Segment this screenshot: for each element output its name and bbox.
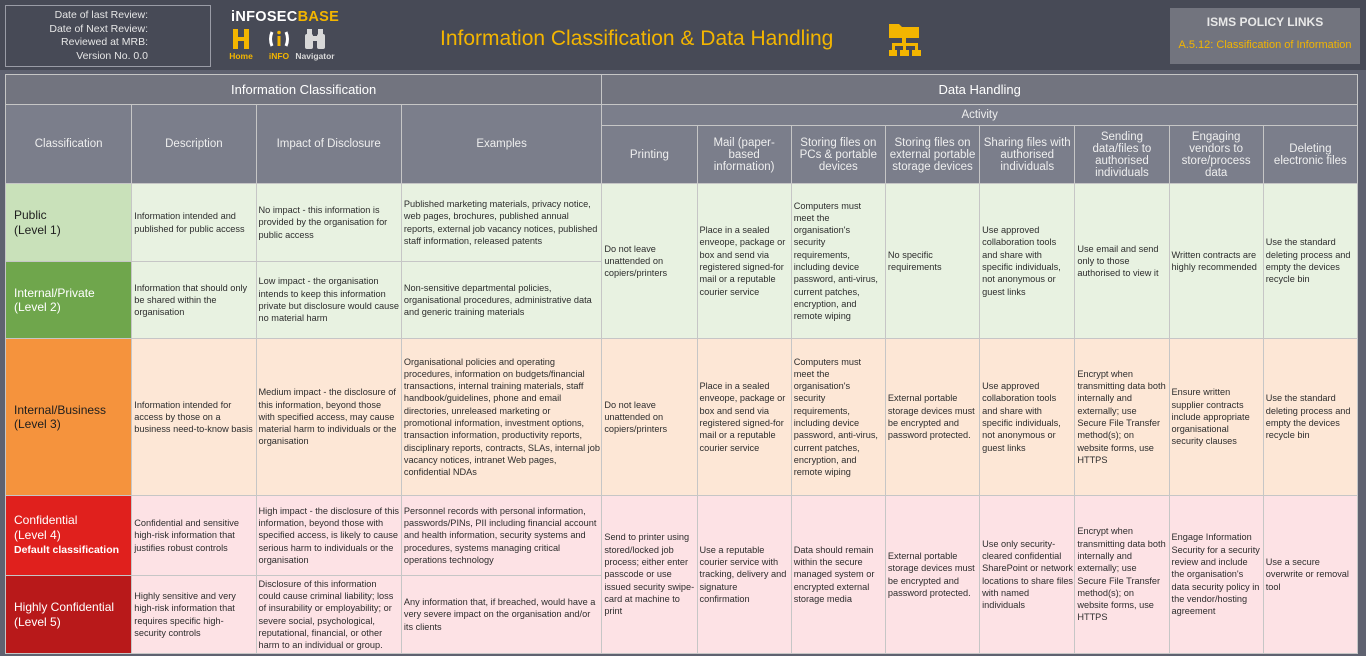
header-examples: Examples (401, 105, 601, 184)
class-internal-business: Internal/Business (Level 3) (6, 339, 132, 496)
header-activity: Activity (602, 105, 1358, 126)
class-highly-confidential: Highly Confidential (Level 5) (6, 576, 132, 654)
cell-vendors: Engage Information Security for a security review and include the organisation's data security policy in the vendor/hosting agreement (1169, 496, 1263, 654)
header-mail: Mail (paper-based information) (697, 126, 791, 184)
cell-examples: Any information that, if breached, would have a very severe impact on the organisation and/or its clients (401, 576, 601, 654)
cell-printing: Send to printer using stored/locked job process; either enter passcode or use issued security swipe-card at machine to print (602, 496, 697, 654)
nav-home[interactable]: Home (229, 28, 253, 61)
cell-storing-external: No specific requirements (885, 184, 979, 339)
cell-sending: Use email and send only to those authorised to view it (1075, 184, 1169, 339)
cell-description: Information intended and published for public access (132, 184, 256, 262)
cell-sharing: Use approved collaboration tools and share with specific individuals, not anonymous or guest links (980, 339, 1075, 496)
header-printing: Printing (602, 126, 697, 184)
table-row (6, 339, 1358, 496)
reviewed-at-mrb: Reviewed at MRB: (61, 36, 148, 49)
top-bar (0, 0, 1366, 70)
logo-wordmark: iNFOSECBASE (231, 9, 340, 25)
cell-vendors: Written contracts are highly recommended (1169, 184, 1263, 339)
cell-description: Information that should only be shared within the organisation (132, 262, 256, 339)
cell-deleting: Use the standard deleting process and empty the devices recycle bin (1263, 184, 1357, 339)
section-data-handling: Data Handling (602, 75, 1358, 105)
section-information-classification: Information Classification (6, 75, 602, 105)
header-storing-pcs: Storing files on PCs & portable devices (791, 126, 885, 184)
isms-policy-link[interactable]: A.5.12: Classification of Information (1178, 39, 1352, 51)
isms-heading: ISMS POLICY LINKS (1206, 15, 1324, 29)
cell-impact: No impact - this information is provided by the organisation for public access (256, 184, 401, 262)
cell-sending: Encrypt when transmitting data both internally and externally; use Secure File Transfer method(s); on website forms, use HTTPS (1075, 496, 1169, 654)
cell-vendors: Ensure written supplier contracts include appropriate organisational security clauses (1169, 339, 1263, 496)
cell-mail: Place in a sealed enveope, package or box and send via registered signed-for mail or a reputable courier service (697, 339, 791, 496)
date-last-review: Date of last Review: (54, 9, 148, 21)
header-classification: Classification (6, 105, 132, 184)
cell-storing-pcs: Computers must meet the organisation's security requirements, including device password, anti-virus, current patches, encryption, and remote wiping (791, 339, 885, 496)
header-engaging-vendors: Engaging vendors to store/process data (1169, 126, 1263, 184)
cell-impact: Medium impact - the disclosure of this information, beyond those with specified access, may cause material harm to individuals or the organisation (256, 339, 401, 496)
binoculars-icon (303, 28, 327, 50)
cell-examples: Personnel records with personal information, passwords/PINs, PII including financial account and health information, security systems and procedures, systems managing critical operations technology (401, 496, 601, 576)
classification-handling-table (5, 74, 1358, 654)
cell-deleting: Use a secure overwrite or removal tool (1263, 496, 1357, 654)
header-description: Description (132, 105, 256, 184)
cell-storing-external: External portable storage devices must be encrypted and password protected. (885, 496, 979, 654)
review-info-box (5, 5, 211, 67)
cell-storing-pcs: Computers must meet the organisation's security requirements, including device password, anti-virus, current patches, encryption, and remote wiping (791, 184, 885, 339)
header-deleting-files: Deleting electronic files (1263, 126, 1357, 184)
version-number: Version No. 0.0 (76, 49, 148, 62)
cell-sharing: Use approved collaboration tools and share with specific individuals, not anonymous or guest links (980, 184, 1075, 339)
cell-storing-external: External portable storage devices must be encrypted and password protected. (885, 339, 979, 496)
cell-description: Highly sensitive and very high-risk information that requires specific high-security controls (132, 576, 256, 654)
cell-examples: Organisational policies and operating procedures, information on budgets/financial transactions, internal training materials, staff handbook/guidelines, phone and email directories, unreleased marketing or promotional information, investment options, transaction information, productivity reports, disciplinary reports, contracts, SLAs, internal job vacancy notices, intranet Web pages, confidential NDAs (401, 339, 601, 496)
header-sending-data: Sending data/files to authorised individuals (1075, 126, 1169, 184)
cell-mail: Place in a sealed enveope, package or box and send via registered signed-for mail or a reputable courier service (697, 184, 791, 339)
header-impact: Impact of Disclosure (256, 105, 401, 184)
table-row (6, 496, 1358, 576)
cell-examples: Published marketing materials, privacy notice, web pages, brochures, published annual reports, external job vacancy notices, published staff information, released patents (401, 184, 601, 262)
cell-sending: Encrypt when transmitting data both internally and externally; use Secure File Transfer method(s); on website forms, use HTTPS (1075, 339, 1169, 496)
header-sharing-files: Sharing files with authorised individuals (980, 126, 1075, 184)
cell-deleting: Use the standard deleting process and empty the devices recycle bin (1263, 339, 1357, 496)
cell-description: Information intended for access by those on a business need-to-know basis (132, 339, 256, 496)
class-internal-private: Internal/Private (Level 2) (6, 262, 132, 339)
cell-impact: Low impact - the organisation intends to keep this information private but disclosure would cause no material harm (256, 262, 401, 339)
infosecbase-logo (229, 8, 339, 64)
class-confidential: Confidential (Level 4) Default classification (6, 496, 132, 576)
cell-impact: High impact - the disclosure of this information, beyond those with specified access, is likely to cause serious harm to individuals or the organisation (256, 496, 401, 576)
cell-examples: Non-sensitive departmental policies, organisational procedures, administrative data and generic training materials (401, 262, 601, 339)
nav-info[interactable]: iNFO (267, 28, 291, 61)
info-icon (268, 28, 290, 50)
page-title: Information Classification & Data Handling (440, 27, 834, 50)
table-row (6, 184, 1358, 262)
cell-sharing: Use only security-cleared confidential SharePoint or network locations to share files with named individuals (980, 496, 1075, 654)
cell-printing: Do not leave unattended on copiers/printers (602, 339, 697, 496)
date-next-review: Date of Next Review: (49, 22, 148, 35)
home-icon (231, 28, 251, 50)
nav-navigator[interactable]: Navigator (295, 28, 335, 61)
header-storing-external: Storing files on external portable storage devices (885, 126, 979, 184)
class-public: Public (Level 1) (6, 184, 132, 262)
cell-impact: Disclosure of this information could cause criminal liability; loss of insurability or employability; or severe social, psychological, reputational, financial, or other harm to an individual or group. (256, 576, 401, 654)
cell-storing-pcs: Data should remain within the secure managed system or encrypted external storage media (791, 496, 885, 654)
cell-mail: Use a reputable courier service with tracking, delivery and signature confirmation (697, 496, 791, 654)
cell-description: Confidential and sensitive high-risk information that justifies robust controls (132, 496, 256, 576)
default-classification-label: Default classification (14, 544, 120, 557)
isms-policy-links (1170, 8, 1360, 64)
cell-printing: Do not leave unattended on copiers/printers (602, 184, 697, 339)
folder-network-icon (885, 18, 925, 58)
